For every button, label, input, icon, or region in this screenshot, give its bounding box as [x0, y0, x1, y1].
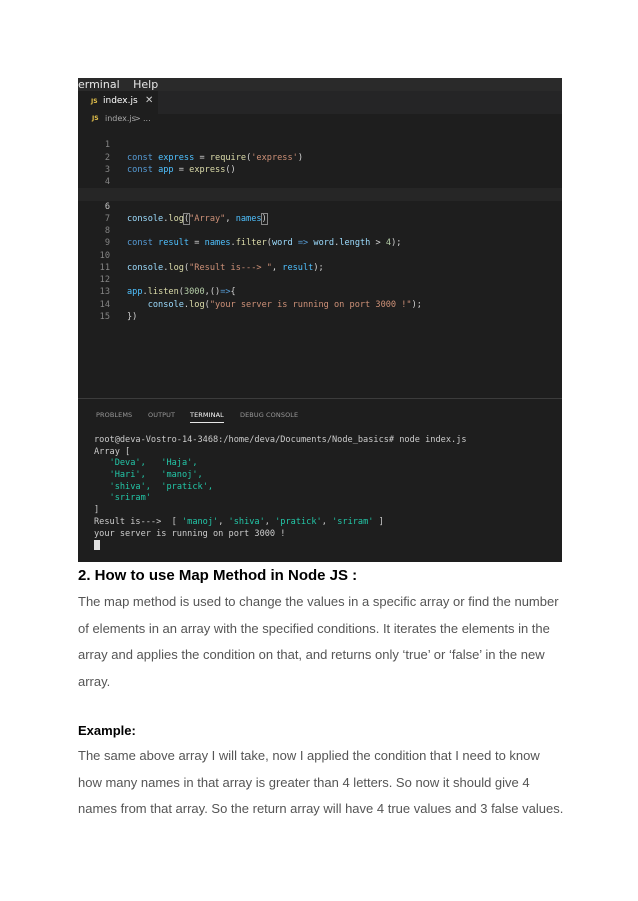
code-string: "your server is running on port 3000 !" [209, 299, 412, 310]
paragraph-line: names from that array. So the return array will have 4 true values and 3 false values. [78, 801, 564, 816]
line-number: 13 [99, 287, 110, 298]
editor-tab-bar [78, 91, 562, 114]
terminal-line: ] [94, 505, 100, 516]
paragraph-line: The map method is used to change the values in a specific array or find the number [78, 594, 559, 609]
line-number: 4 [104, 177, 110, 187]
code-editor[interactable] [78, 127, 562, 322]
breadcrumb-symbols[interactable]: ... [143, 114, 151, 123]
chevron-right-icon: > [134, 114, 141, 123]
line-number: 10 [99, 250, 110, 261]
editor-tab-label: index.js [103, 96, 138, 106]
tab-terminal[interactable]: TERMINAL [190, 411, 224, 419]
code-number: 4 [385, 238, 392, 249]
tab-debug-console[interactable]: DEBUG CONSOLE [240, 411, 299, 419]
active-tab-indicator [190, 422, 224, 423]
code-string: 'express' [251, 152, 298, 163]
terminal-line: your server is running on port 3000 ! [94, 528, 286, 539]
code-line: 10 console.log("Result is---> ", result); [78, 237, 562, 249]
menu-bar [78, 78, 562, 91]
code-line [78, 164, 562, 187]
panel-tab-bar [78, 408, 562, 422]
section-heading: 2. How to use Map Method in Node JS : [78, 567, 358, 584]
line-number: 8 [104, 226, 110, 236]
js-file-icon: JS [92, 115, 99, 122]
line-number: 15 [99, 311, 110, 322]
line-number: 3 [104, 164, 110, 175]
code-string: "Array" [189, 213, 226, 224]
js-file-icon: JS [91, 98, 98, 105]
paragraph-line: The same above array I will take, now I applied the condition that I need to know [78, 748, 540, 763]
terminal-line: 'sriram' [109, 493, 151, 504]
menu-terminal[interactable]: erminal [78, 78, 120, 91]
panel-divider[interactable] [78, 398, 562, 399]
tab-output[interactable]: OUTPUT [148, 411, 176, 419]
line-number: 14 [99, 299, 110, 310]
paragraph-line: array and applies the condition on that, and returns only ‘true’ or ‘false’ in the new [78, 647, 545, 662]
line-number: 1 [104, 140, 110, 151]
terminal-line: Result is---> [ 'manoj', 'shiva', 'pratick', 'sriram' ] [94, 516, 384, 527]
line-number: 2 [104, 152, 110, 163]
code-line: 8 const result = names.filter(word => word.length > 4); [78, 213, 562, 225]
terminal-line: 'Hari', 'manoj', [109, 470, 203, 481]
terminal-line: 'Deva', 'Haja', [109, 458, 198, 469]
menu-help[interactable]: Help [133, 78, 159, 91]
breadcrumb-file[interactable]: index.js [105, 114, 136, 123]
code-string: "Result is---> " [189, 262, 272, 273]
terminal-line: Array [ [94, 446, 131, 457]
editor-tab-index-js[interactable] [78, 91, 158, 114]
code-line [78, 152, 562, 175]
terminal-prompt: root@deva-Vostro-14-3468:/home/deva/Documents/Node_basics# node index.js [94, 435, 467, 445]
code-line: 13 console.log("your server is running on port 3000 !"); [78, 274, 562, 286]
example-paragraph [78, 743, 563, 823]
terminal-cursor [94, 540, 100, 550]
code-line [78, 176, 562, 188]
code-line: 1 const express = require('express') [78, 127, 562, 139]
line-number: 7 [104, 213, 110, 224]
vscode-screenshot [78, 78, 562, 562]
code-number: 3000 [183, 287, 205, 298]
line-number: 9 [104, 238, 110, 249]
intro-paragraph [78, 589, 559, 695]
tab-problems[interactable]: PROBLEMS [96, 411, 133, 419]
code-line: 2 const app = express() [78, 139, 562, 151]
terminal-output[interactable] [94, 435, 554, 552]
close-icon[interactable]: ✕ [145, 95, 154, 106]
paragraph-line: of elements in an array with the specified conditions. It iterates the elements in the [78, 620, 550, 636]
code-line [78, 299, 562, 322]
code-line-current: 6 console.log("Array", names) [78, 188, 562, 200]
code-line: 14 }) [78, 286, 562, 298]
example-heading: Example: [78, 723, 136, 738]
code-line: 12 app.listen(3000,()=>{ [78, 262, 562, 274]
line-number: 12 [99, 275, 110, 285]
paragraph-line: how many names in that array is greater than 4 letters. So now it should give 4 [78, 774, 530, 790]
line-number: 6 [104, 201, 110, 212]
terminal-line [94, 540, 554, 552]
terminal-line: 'shiva', 'pratick', [109, 481, 214, 492]
paragraph-line: array. [78, 673, 111, 689]
breadcrumb [78, 114, 562, 125]
line-number: 11 [99, 262, 110, 273]
